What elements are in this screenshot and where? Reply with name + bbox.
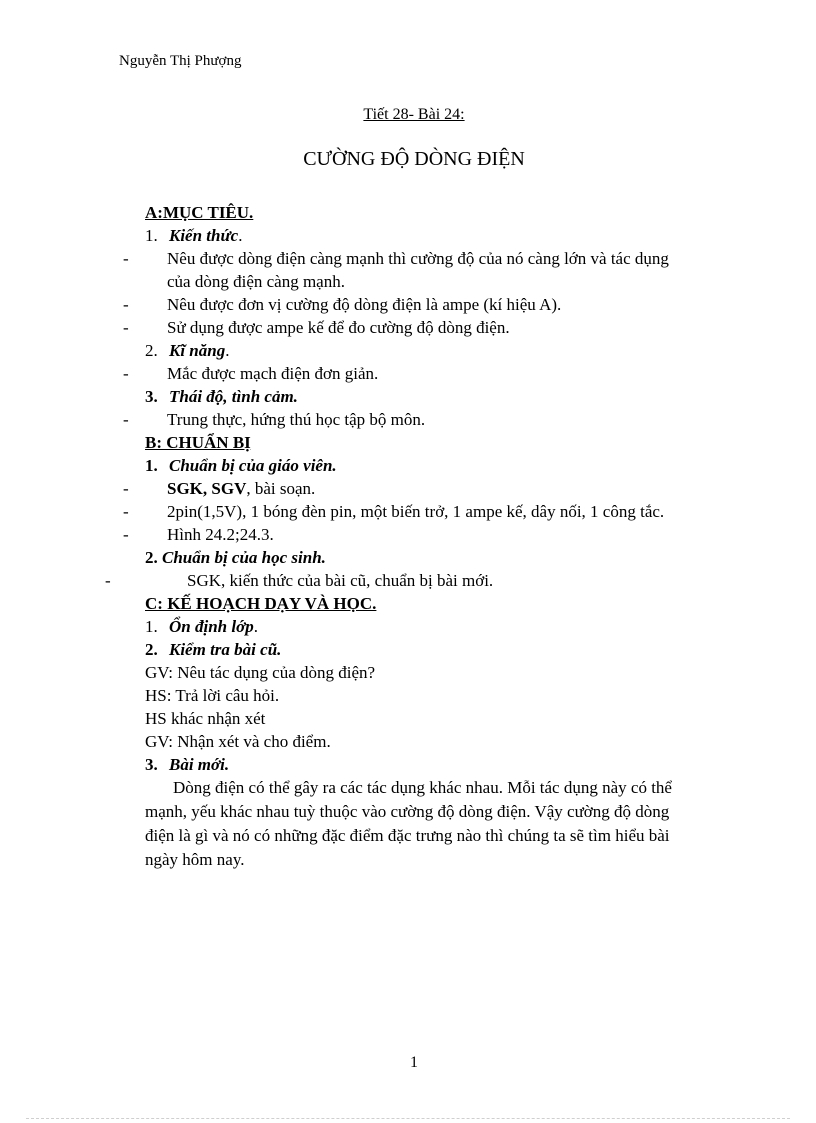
list-item-text: 2pin(1,5V), 1 bóng đèn pin, một biến trở, 1 ampe kế, dây nối, 1 công tắc. [167, 502, 665, 521]
dialogue-line: HS khác nhận xét [145, 709, 266, 728]
list-item [105, 569, 690, 592]
bullet-dash: - [123, 249, 129, 268]
bullet-dash: - [123, 502, 129, 521]
sub-number: 2. [145, 640, 158, 659]
dialogue-line: GV: Nêu tác dụng của dòng điện? [145, 663, 376, 682]
sub-number: 3. [145, 755, 158, 774]
list-item-bold: SGK, SGV [167, 479, 247, 498]
sub-number: 2. [145, 341, 158, 360]
sub-number: 3. [145, 387, 158, 406]
bullet-dash: - [123, 295, 129, 314]
list-item-text: Sử dụng được ampe kế để đo cường độ dòng điện. [167, 318, 510, 337]
sub-dot: . [225, 341, 230, 360]
list-item [123, 293, 690, 316]
list-item [123, 477, 690, 500]
section-a-sub1 [145, 224, 690, 247]
section-c-sub1 [145, 615, 690, 638]
bullet-dash: - [105, 571, 111, 590]
sub-title: Bài mới. [169, 755, 230, 774]
sub-number: 2. [145, 548, 158, 567]
section-a-sub2 [145, 339, 690, 362]
sub-title: Kiểm tra bài cũ. [169, 640, 282, 659]
list-item [123, 247, 690, 293]
page-bottom-divider [26, 1118, 790, 1119]
sub-dot: . [253, 617, 258, 636]
section-b-sub2 [145, 546, 690, 569]
dialogue-line: GV: Nhận xét và cho điểm. [145, 732, 331, 751]
section-a-sub3 [145, 385, 690, 408]
lesson-number [0, 106, 816, 124]
sub-dot: . [238, 226, 243, 245]
list-item [123, 523, 690, 546]
bullet-dash: - [123, 525, 129, 544]
section-a-heading: A:MỤC TIÊU. [145, 203, 254, 222]
sub-title: Thái độ, tình cảm. [169, 387, 298, 406]
page-title: CƯỜNG ĐỘ DÒNG ĐIỆN [303, 148, 525, 170]
sub-title: Chuẩn bị của giáo viên. [169, 456, 337, 475]
section-b-sub1 [145, 454, 690, 477]
page-number: 1 [410, 1054, 418, 1071]
list-item-text: Nêu được dòng điện càng mạnh thì cường độ của nó càng lớn và tác dụng của dòng điện càng mạnh. [167, 249, 669, 291]
list-item [123, 500, 690, 523]
lesson-number-text: Tiết 28- Bài 24: [363, 106, 465, 123]
intro-paragraph: Dòng điện có thể gây ra các tác dụng khác nhau. Mỗi tác dụng này có thể mạnh, yếu khác nhau tuỳ thuộc vào cường độ dòng điện. Vậy cường độ dòng điện là gì và nó có những đặc điểm đặc trưng nào thì chúng ta sẽ tìm hiểu bài ngày hôm nay. [145, 778, 672, 869]
sub-number: 1. [145, 456, 158, 475]
bullet-dash: - [123, 479, 129, 498]
section-c-sub3 [145, 753, 690, 776]
list-item-text: Mắc được mạch điện đơn giản. [167, 364, 379, 383]
list-item-text: , bài soạn. [246, 479, 316, 498]
sub-title: Ổn định lớp [169, 617, 254, 636]
sub-number: 1. [145, 617, 158, 636]
section-c-sub2 [145, 638, 690, 661]
list-item [123, 408, 690, 431]
sub-title: Chuẩn bị của học sinh. [162, 548, 326, 567]
bullet-dash: - [123, 364, 129, 383]
list-item-text: Nêu được đơn vị cường độ dòng điện là ampe (kí hiệu A). [167, 295, 562, 314]
bullet-dash: - [123, 318, 129, 337]
list-item-text: Hình 24.2;24.3. [167, 525, 274, 544]
sub-title: Kiến thức [169, 226, 239, 245]
section-c-heading: C: KẾ HOẠCH DẠY VÀ HỌC. [145, 594, 377, 613]
list-item-text: Trung thực, hứng thú học tập bộ môn. [167, 410, 426, 429]
list-item [123, 316, 690, 339]
author-name: Nguyễn Thị Phượng [119, 53, 242, 69]
document-body [105, 201, 690, 889]
list-item [123, 362, 690, 385]
section-b-heading: B: CHUẨN BỊ [145, 433, 251, 452]
list-item-text: SGK, kiến thức của bài cũ, chuẩn bị bài mới. [187, 571, 494, 590]
bullet-dash: - [123, 410, 129, 429]
sub-title: Kĩ năng [169, 341, 226, 360]
dialogue-line: HS: Trả lời câu hỏi. [145, 686, 280, 705]
sub-number: 1. [145, 226, 158, 245]
